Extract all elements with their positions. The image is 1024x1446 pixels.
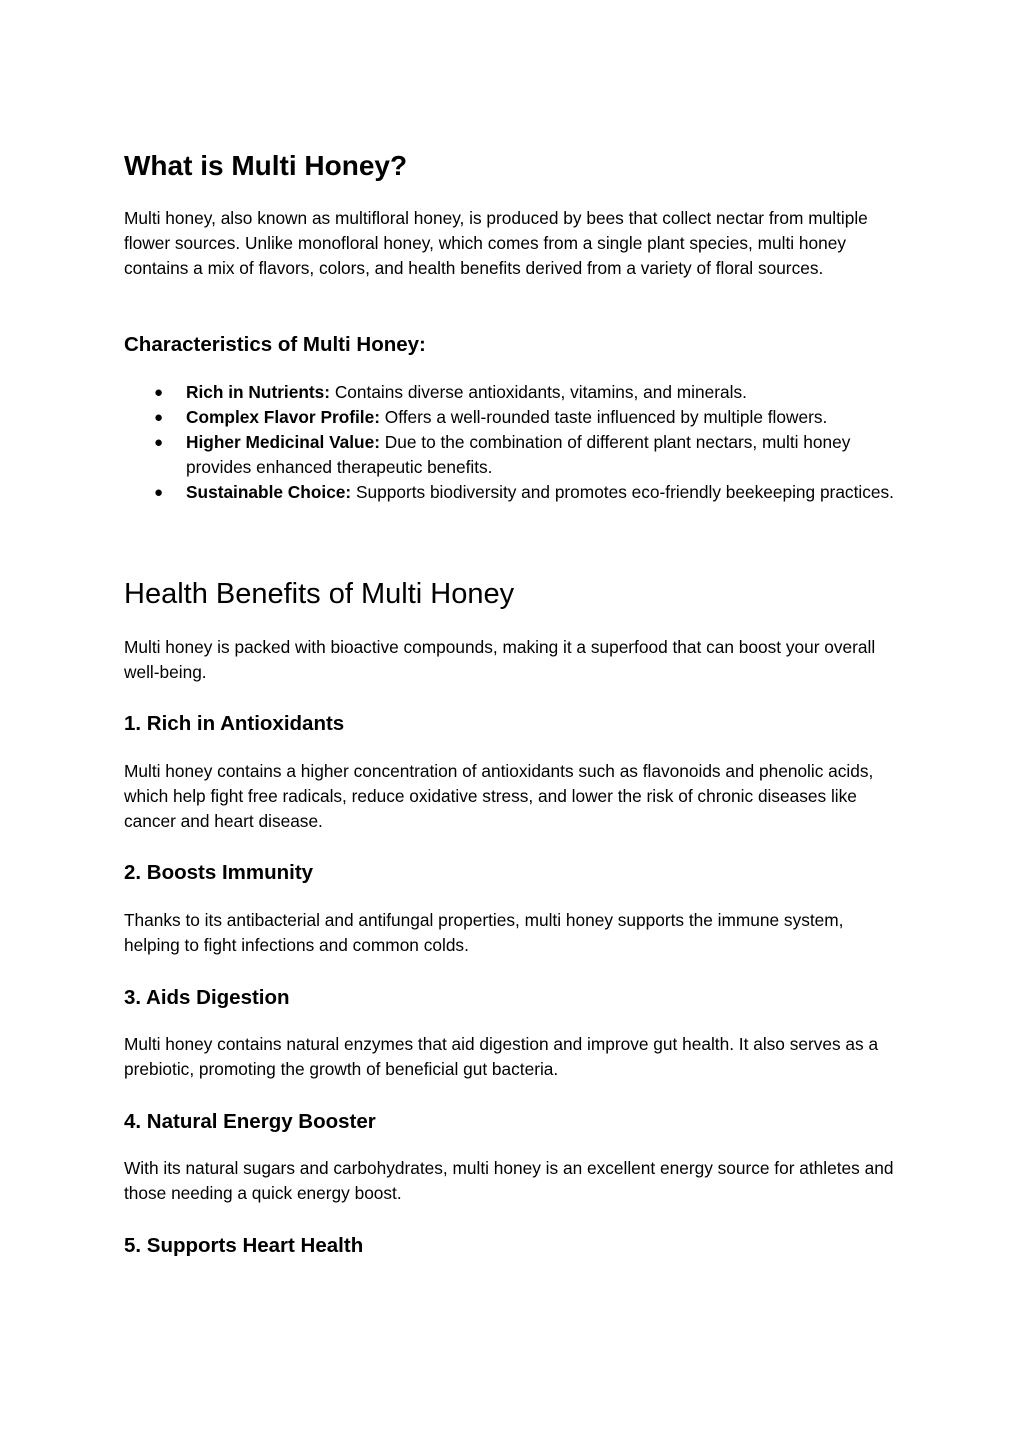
characteristics-list	[124, 380, 900, 505]
bullet-icon: ●	[154, 409, 164, 426]
benefit-heading-heart-health: 5. Supports Heart Health	[124, 1234, 364, 1257]
list-item-label: Higher Medicinal Value:	[186, 432, 380, 452]
benefit-text-antioxidants: Multi honey contains a higher concentration of antioxidants such as flavonoids and phenolic acids, which help fight free radicals, reduce oxidative stress, and lower the risk of chronic diseases like cancer and heart disease.	[124, 761, 874, 831]
benefit-text-energy: With its natural sugars and carbohydrates, multi honey is an excellent energy source for athletes and those needing a quick energy boost.	[124, 1158, 894, 1203]
section-title-health-benefits: Health Benefits of Multi Honey	[124, 578, 515, 610]
benefit-heading-energy: 4. Natural Energy Booster	[124, 1110, 376, 1133]
characteristics-heading: Characteristics of Multi Honey:	[124, 333, 426, 356]
benefits-intro-paragraph: Multi honey is packed with bioactive compounds, making it a superfood that can boost your overall well-being.	[124, 637, 876, 682]
bullet-icon: ●	[154, 384, 164, 401]
list-item-text: Due to the combination of different plant nectars, multi honey provides enhanced therapeutic benefits.	[186, 432, 851, 477]
intro-paragraph: Multi honey, also known as multifloral honey, is produced by bees that collect nectar from multiple flower sources. Unlike monofloral honey, which comes from a single plant species, multi honey contains a mix of flavors, colors, and health benefits derived from a variety of floral sources.	[124, 208, 868, 278]
list-item-text: Supports biodiversity and promotes eco-friendly beekeeping practices.	[351, 482, 894, 502]
list-item	[124, 405, 900, 430]
benefit-heading-immunity: 2. Boosts Immunity	[124, 861, 314, 884]
benefit-heading-antioxidants: 1. Rich in Antioxidants	[124, 712, 345, 735]
list-item	[124, 380, 900, 405]
bullet-icon: ●	[154, 484, 164, 501]
benefit-text-digestion: Multi honey contains natural enzymes that aid digestion and improve gut health. It also serves as a prebiotic, promoting the growth of beneficial gut bacteria.	[124, 1034, 879, 1079]
list-item-label: Sustainable Choice:	[186, 482, 352, 502]
section-title-what-is-multi-honey: What is Multi Honey?	[124, 150, 408, 181]
bullet-icon: ●	[154, 434, 164, 451]
benefit-text-immunity: Thanks to its antibacterial and antifungal properties, multi honey supports the immune system, helping to fight infections and common colds.	[124, 910, 844, 955]
list-item-text: Offers a well-rounded taste influenced by multiple flowers.	[379, 407, 828, 427]
list-item	[124, 430, 900, 480]
list-item-label: Rich in Nutrients:	[186, 382, 331, 402]
list-item-text: Contains diverse antioxidants, vitamins, and minerals.	[330, 382, 747, 402]
list-item-label: Complex Flavor Profile:	[186, 407, 380, 427]
list-item	[124, 480, 900, 505]
benefit-heading-digestion: 3. Aids Digestion	[124, 986, 290, 1009]
